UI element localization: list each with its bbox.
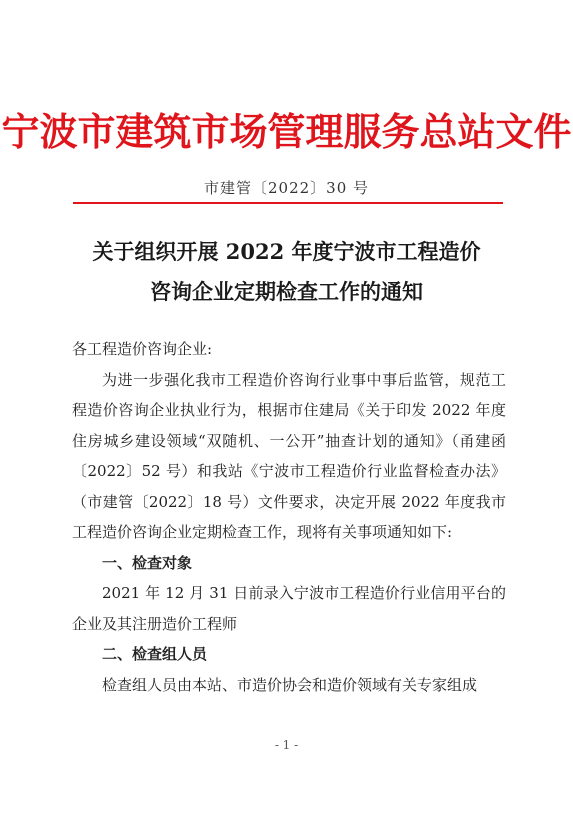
section-2-heading: 二、检查组人员 [102, 645, 208, 663]
salutation: 各工程造价咨询企业: [72, 340, 213, 358]
red-divider-line [73, 202, 503, 204]
notice-title [0, 232, 573, 312]
document-number: 市建管〔2022〕30 号 [203, 179, 370, 197]
notice-title-line-1: 关于组织开展 2022 年度宁波市工程造价 [92, 239, 481, 264]
notice-body [72, 334, 506, 700]
section-1-paragraph: 2021 年 12 月 31 日前录入宁波市工程造价行业信用平台的企业及其注册造价工程师 [72, 584, 506, 633]
section-1-heading: 一、检查对象 [102, 553, 193, 572]
intro-paragraph: 为进一步强化我市工程造价咨询行业事中事后监管，规范工程造价咨询企业执业行为，根据市住建局《关于印发 2022 年度住房城乡建设领域“双随机、一公开”抽查计划的通知》（甬建函〔2022〕52 号）和我站《宁波市工程造价行业监督检查办法》（市建管〔2022〕18 号）文件要求，决定开展 2022 年度我市工程造价咨询企业定期检查工作，现将有关事项通知如下: [72, 370, 506, 541]
section-2-paragraph: 检查组人员由本站、市造价协会和造价领域有关专家组成 [102, 675, 478, 694]
notice-title-line-2: 咨询企业定期检查工作的通知 [150, 279, 423, 304]
issuer-header-title: 宁波市建筑市场管理服务总站文件 [1, 109, 572, 154]
page-number: - 1 - [274, 738, 299, 752]
